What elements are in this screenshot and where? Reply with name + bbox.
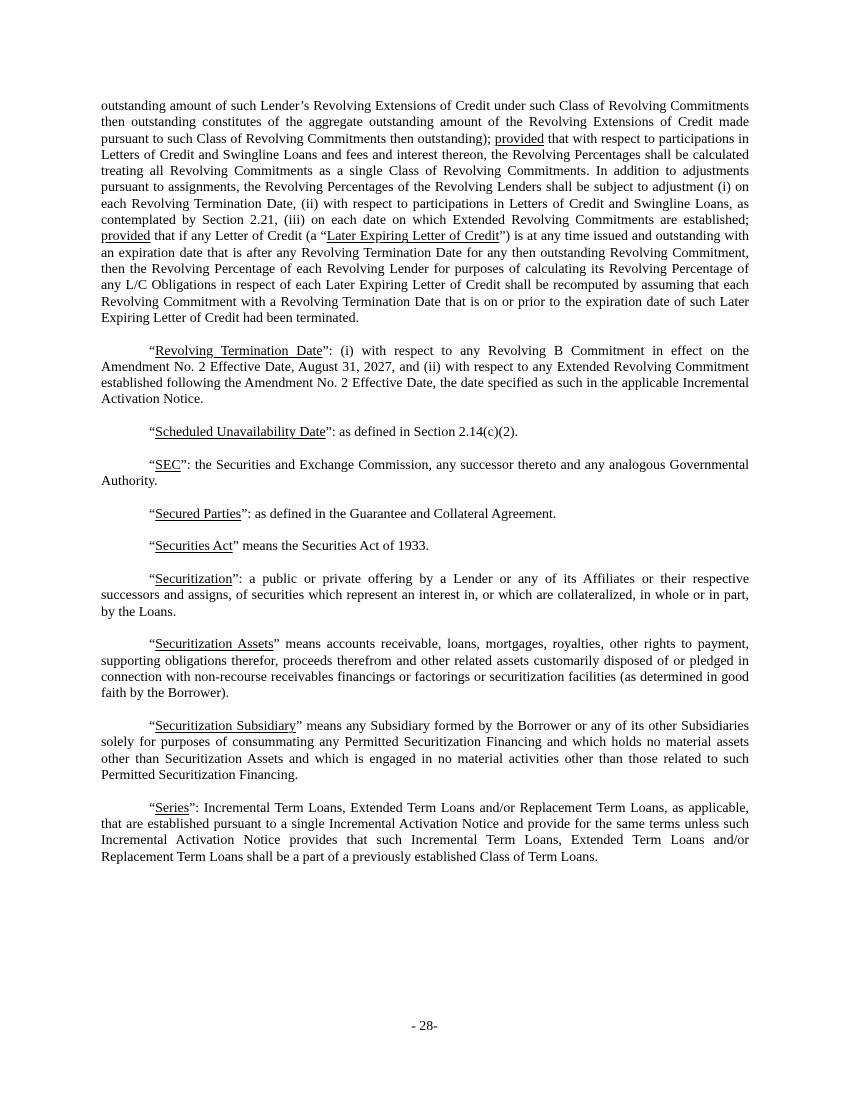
defined-term: Secured Parties — [155, 506, 242, 522]
defined-term: Securities Act — [155, 539, 233, 555]
defined-term: Series — [155, 800, 190, 816]
definition-text: ”: as defined in Section 2.14(c)(2). — [325, 425, 519, 441]
definition-revolving-termination-date — [101, 344, 749, 409]
open-quote: “ — [149, 637, 156, 653]
paragraph-text: that if any Letter of Credit (a “ — [150, 229, 327, 245]
paragraph-text: outstanding amount of such Lender’s Revolving Extensions of Credit under such Class of Revolving Commitments then outstanding constitutes of the aggregate outstanding amount of the Revolving Extensions of Credit made pursuant to such Class of Revolving Commitments then outstanding); — [101, 99, 749, 147]
definition-text: ” means accounts receivable, loans, mortgages, royalties, other rights to payment, supporting obligations therefor, proceeds therefrom and other related assets customarily disposed of or pledged in connection with non-recourse receivables financings or factorings or securitization facilities (as determined in good faith by the Borrower). — [101, 637, 750, 702]
definition-text: ”: the Securities and Exchange Commission, any successor thereto and any analogous Governmental Authority. — [101, 457, 749, 490]
paragraph-text: ”) is at any time issued and outstanding with an expiration date that is after any Revolving Termination Date for any then outstanding Revolving Commitment, then the Revolving Percentage of each Revolving Lender for purposes of calculating its Revolving Percentage of any L/C Obligations in respect of each Later Expiring Letter of Credit shall be recomputed by assuming that each Revolving Commitment with a Revolving Termination Date that is on or prior to the expiration date of such Later Expiring Letter of Credit had been terminated. — [101, 229, 749, 326]
definition-text: ”: (i) with respect to any Revolving B Commitment in effect on the Amendment No. 2 Effective Date, August 31, 2027, and (ii) with respect to any Extended Revolving Commitment established following the Amendment No. 2 Effective Date, the date specified as such in the applicable Incremental Activation Notice. — [101, 343, 750, 408]
open-quote: “ — [149, 343, 156, 359]
proviso-term: provided — [494, 131, 545, 147]
open-quote: “ — [149, 800, 156, 816]
continued-paragraph — [101, 99, 749, 327]
definition-text: ”: Incremental Term Loans, Extended Term Loans and/or Replacement Term Loans, as applicable, that are established pursuant to a single Incremental Activation Notice and provide for the same terms unless such Incremental Activation Notice provides that such Incremental Term Loans, Extended Term Loans and/or Replacement Term Loans shall be a part of a previously established Class of Term Loans. — [101, 800, 749, 865]
definition-securities-act — [101, 539, 749, 555]
document-page — [101, 99, 749, 882]
open-quote: “ — [149, 572, 156, 588]
open-quote: “ — [149, 506, 156, 522]
defined-term: Securitization — [155, 572, 233, 588]
definition-text: ” means the Securities Act of 1933. — [232, 539, 430, 555]
proviso-term: provided — [101, 229, 151, 245]
paragraph-text: that with respect to participations in Letters of Credit and Swingline Loans and fees and interest thereon, the Revolving Percentages shall be calculated treating all Revolving Commitments as a single Class of Revolving Commitments. In addition to adjustments pursuant to assignments, the Revolving Percentages of the Revolving Lenders shall be subject to adjustment (i) on each Revolving Termination Date, (ii) with respect to participations in Letters of Credit and Swingline Loans, as contemplated by Section 2.21, (iii) on each date on which Extended Revolving Commitments are established; — [101, 131, 749, 229]
definition-securitization — [101, 572, 749, 621]
defined-term: SEC — [155, 457, 181, 473]
defined-term: Securitization Subsidiary — [155, 719, 296, 735]
definition-text: ” means any Subsidiary formed by the Borrower or any of its other Subsidiaries solely for purposes of consummating any Permitted Securitization Financing and which holds no material assets other than Securitization Assets and which is engaged in no material activities other than those related to such Permitted Securitization Financing. — [101, 719, 749, 783]
page-number: - 28- — [411, 1019, 438, 1034]
definition-text: ”: a public or private offering by a Lender or any of its Affiliates or their respective successors and assigns, of securities which represent an interest in, or which are collateralized, in whole or in part, by the Loans. — [101, 572, 749, 620]
open-quote: “ — [149, 457, 156, 473]
open-quote: “ — [149, 425, 156, 441]
definition-securitization-subsidiary — [101, 719, 749, 784]
definition-text: ”: as defined in the Guarantee and Collateral Agreement. — [241, 506, 557, 522]
definition-sec — [101, 458, 749, 491]
definition-securitization-assets — [101, 637, 749, 702]
defined-term: Securitization Assets — [155, 637, 274, 653]
defined-term: Later Expiring Letter of Credit — [326, 229, 500, 245]
definition-scheduled-unavailability-date — [101, 425, 749, 441]
defined-term: Scheduled Unavailability Date — [155, 425, 326, 441]
defined-term: Revolving Termination Date — [155, 343, 323, 359]
open-quote: “ — [149, 539, 156, 555]
definition-secured-parties — [101, 507, 749, 523]
definition-series — [101, 801, 749, 866]
open-quote: “ — [149, 719, 156, 735]
